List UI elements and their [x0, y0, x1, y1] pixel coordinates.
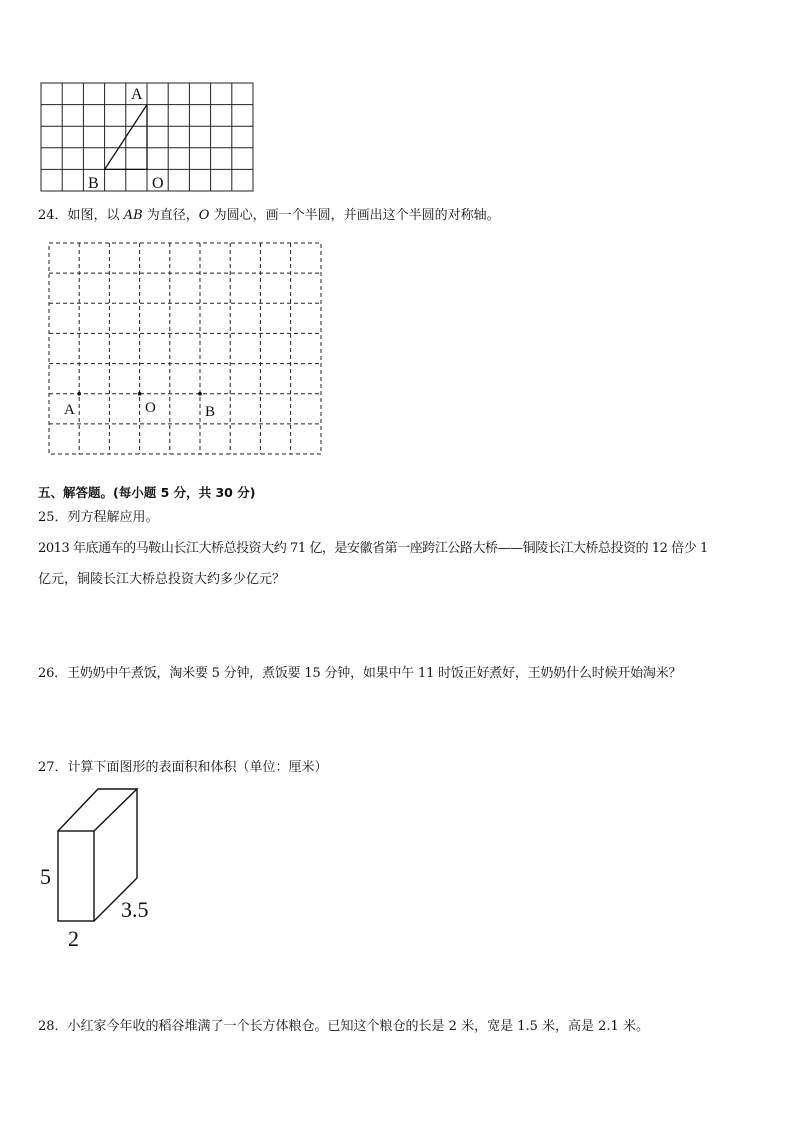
grid-figure-1	[40, 82, 256, 194]
label-a: A	[131, 86, 143, 103]
label-b: B	[205, 404, 216, 420]
label-o: O	[152, 175, 164, 192]
dashed-grid-lines	[49, 243, 321, 454]
point-a-dot	[77, 392, 81, 396]
segment-ab: AB	[123, 208, 143, 223]
question-27: 27．计算下面图形的表面积和体积（单位：厘米）	[38, 760, 328, 775]
question-25-title: 25．列方程解应用。	[38, 510, 159, 525]
label-b: B	[88, 175, 99, 192]
question-26: 26．王奶奶中午煮饭，淘米要 5 分钟，煮饭要 15 分钟，如果中午 11 时饭正好煮好，王奶奶什么时候开始淘米？	[38, 666, 682, 681]
question-text: 如图，以	[67, 208, 124, 223]
width-label: 2	[68, 926, 79, 951]
question-24	[38, 208, 500, 224]
question-25-line-1: 2013 年底通车的马鞍山长江大桥总投资大约 71 亿，是安徽省第一座跨江公路大桥——铜陵长江大桥总投资的 12 倍少 1	[38, 541, 708, 556]
cuboid-figure	[36, 784, 166, 954]
label-o: O	[145, 400, 156, 416]
dashed-grid-figure	[46, 240, 326, 458]
label-a: A	[64, 402, 75, 418]
point-o: O	[198, 208, 210, 223]
question-text: 为直径，	[142, 208, 199, 223]
depth-label: 3.5	[121, 897, 149, 922]
point-o-dot	[138, 392, 142, 396]
section-heading: 五、解答题。(每小题 5 分，共 30 分)	[38, 485, 256, 500]
question-25-line-2: 亿元，铜陵长江大桥总投资大约多少亿元？	[38, 572, 286, 587]
question-28: 28．小红家今年收的稻谷堆满了一个长方体粮仓。已知这个粮仓的长是 2 米，宽是 1.5 米，高是 2.1 米。	[38, 1019, 649, 1034]
height-label: 5	[40, 864, 51, 889]
point-b-dot	[198, 392, 202, 396]
question-text: 为圆心，画一个半圆，并画出这个半圆的对称轴。	[209, 208, 500, 223]
question-number: 24．	[38, 208, 68, 223]
